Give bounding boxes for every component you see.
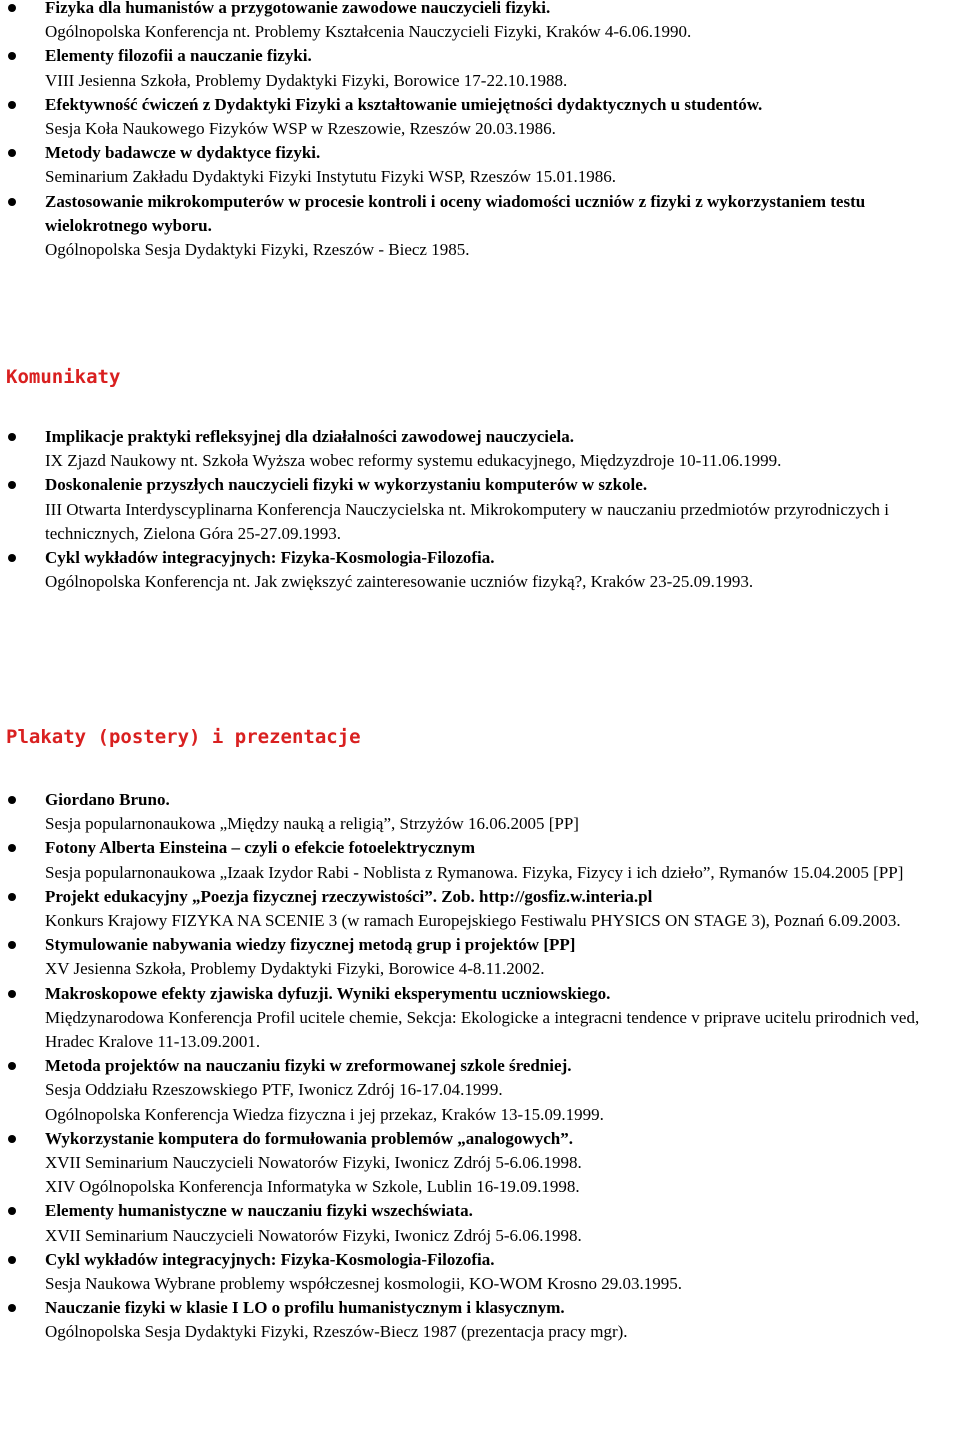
bullet-icon [8,1135,16,1143]
item-detail: XVII Seminarium Nauczycieli Nowatorów Fizyki, Iwonicz Zdrój 5-6.06.1998. [45,1225,582,1245]
bullet-icon [8,101,16,109]
list-item [0,190,960,263]
item-detail: Sesja Koła Naukowego Fizyków WSP w Rzeszowie, Rzeszów 20.03.1986. [45,119,556,139]
list-item [0,1127,960,1200]
item-title: Giordano Bruno. [45,790,170,809]
item-detail: VIII Jesienna Szkoła, Problemy Dydaktyki Fizyki, Borowice 17-22.10.1988. [45,70,568,90]
item-title: Metoda projektów na nauczaniu fizyki w zreformowanej szkole średniej. [45,1056,572,1076]
bullet-icon [8,149,16,157]
item-detail: III Otwarta Interdyscyplinarna Konferencja Nauczycielska nt. Mikrokomputery w nauczaniu przedmiotów przyrodniczych i technicznych, Zielona Góra 25-27.09.1993. [45,499,890,543]
bullet-icon [8,1304,16,1312]
bullet-icon [8,941,16,949]
list-item [0,473,960,546]
section-heading-komunikaty: Komunikaty [6,366,121,388]
item-title: Fotony Alberta Einsteina – czyli o efekcie fotoelektrycznym [45,838,476,858]
bullet-icon [8,554,16,562]
bullet-icon [8,1207,16,1215]
item-detail: Międzynarodowa Konferencja Profil ucitele chemie, Sekcja: Ekologicke a integracni tendence v priprave ucitelu prirodnich ved, Hradec Kralove 11-13.09.2001. [45,1007,920,1052]
item-title: Makroskopowe efekty zjawiska dyfuzji. Wyniki eksperymentu uczniowskiego. [45,983,611,1003]
list-item [0,982,960,1055]
item-detail: Ogólnopolska Sesja Dydaktyki Fizyki, Rzeszów-Biecz 1987 (prezentacja pracy mgr). [45,1322,628,1342]
list-item [0,1248,960,1296]
komunikaty-list [0,425,960,594]
item-detail: Konkurs Krajowy FIZYKA NA SCENIE 3 (w ramach Europejskiego Festiwalu PHYSICS ON STAGE 3), Poznań 6.09.2003. [45,911,901,931]
list-item [0,1199,960,1247]
item-title: Implikacje praktyki refleksyjnej dla działalności zawodowej nauczyciela. [45,427,575,446]
item-title: Doskonalenie przyszłych nauczycieli fizyki w wykorzystaniu komputerów w szkole. [45,475,648,495]
bullet-icon [8,844,16,852]
list-item [0,546,960,594]
list-item [0,933,960,981]
item-detail: Sesja Naukowa Wybrane problemy współczesnej kosmologii, KO-WOM Krosno 29.03.1995. [45,1274,683,1294]
item-detail: Ogólnopolska Konferencja nt. Problemy Kształcenia Nauczycieli Fizyki, Kraków 4-6.06.1990. [45,22,692,42]
list-item [0,788,960,836]
list-item [0,44,960,92]
item-detail: Seminarium Zakładu Dydaktyki Fizyki Instytutu Fizyki WSP, Rzeszów 15.01.1986. [45,167,617,187]
bullet-icon [8,4,16,12]
list-item [0,93,960,141]
bullet-icon [8,433,16,441]
bullet-icon [8,796,16,804]
item-detail: Sesja popularnonaukowa „Między nauką a religią”, Strzyżów 16.06.2005 [PP] [45,814,579,834]
list-item [0,141,960,189]
item-detail: XIV Ogólnopolska Konferencja Informatyka w Szkole, Lublin 16-19.09.1998. [45,1177,580,1197]
item-detail: Ogólnopolska Sesja Dydaktyki Fizyki, Rzeszów - Biecz 1985. [45,240,470,260]
bullet-icon [8,990,16,998]
item-title: Zastosowanie mikrokomputerów w procesie kontroli i oceny wiadomości uczniów z fizyki z wykorzystaniem testu wielokrotnego wyboru. [45,191,866,235]
bullet-icon [8,52,16,60]
list-item [0,0,960,44]
item-title: Projekt edukacyjny „Poezja fizycznej rzeczywistości”. Zob. http://gosfiz.w.interia.pl [45,886,653,906]
plakaty-list [0,788,960,1345]
item-detail: Ogólnopolska Konferencja nt. Jak zwiększyć zainteresowanie uczniów fizyką?, Kraków 23-25.09.1993. [45,572,754,592]
bullet-icon [8,481,16,489]
item-detail: IX Zjazd Naukowy nt. Szkoła Wyższa wobec reformy systemu edukacyjnego, Międzyzdroje 10-11.06.1999. [45,451,782,471]
referaty-list [0,0,960,262]
item-detail: XV Jesienna Szkoła, Problemy Dydaktyki Fizyki, Borowice 4-8.11.2002. [45,959,545,979]
item-title: Metody badawcze w dydaktyce fizyki. [45,143,321,163]
item-detail: Sesja Oddziału Rzeszowskiego PTF, Iwonicz Zdrój 16-17.04.1999. [45,1080,503,1100]
list-item [0,1054,960,1127]
item-title: Fizyka dla humanistów a przygotowanie zawodowe nauczycieli fizyki. [45,0,551,17]
item-detail: Ogólnopolska Konferencja Wiedza fizyczna i jej przekaz, Kraków 13-15.09.1999. [45,1104,604,1124]
item-title: Elementy filozofii a nauczanie fizyki. [45,46,312,66]
item-title: Efektywność ćwiczeń z Dydaktyki Fizyki a kształtowanie umiejętności dydaktycznych u studentów. [45,94,763,114]
item-title: Nauczanie fizyki w klasie I LO o profilu humanistycznym i klasycznym. [45,1298,565,1318]
list-item [0,425,960,473]
item-title: Stymulowanie nabywania wiedzy fizycznej metodą grup i projektów [PP] [45,935,576,955]
bullet-icon [8,1062,16,1070]
list-item [0,1296,960,1344]
bullet-icon [8,198,16,206]
item-title: Elementy humanistyczne w nauczaniu fizyki wszechświata. [45,1201,473,1221]
item-title: Cykl wykładów integracyjnych: Fizyka-Kosmologia-Filozofia. [45,1249,495,1269]
bullet-icon [8,893,16,901]
item-detail: XVII Seminarium Nauczycieli Nowatorów Fizyki, Iwonicz Zdrój 5-6.06.1998. [45,1153,582,1173]
item-detail: Sesja popularnonaukowa „Izaak Izydor Rabi - Noblista z Rymanowa. Fizyka, Fizycy i ich dzieło”, Rymanów 15.04.2005 [PP] [45,862,904,882]
item-title: Cykl wykładów integracyjnych: Fizyka-Kosmologia-Filozofia. [45,548,495,568]
section-heading-plakaty: Plakaty (postery) i prezentacje [6,726,361,748]
item-title: Wykorzystanie komputera do formułowania problemów „analogowych”. [45,1128,573,1148]
list-item [0,836,960,884]
bullet-icon [8,1256,16,1264]
list-item [0,885,960,933]
